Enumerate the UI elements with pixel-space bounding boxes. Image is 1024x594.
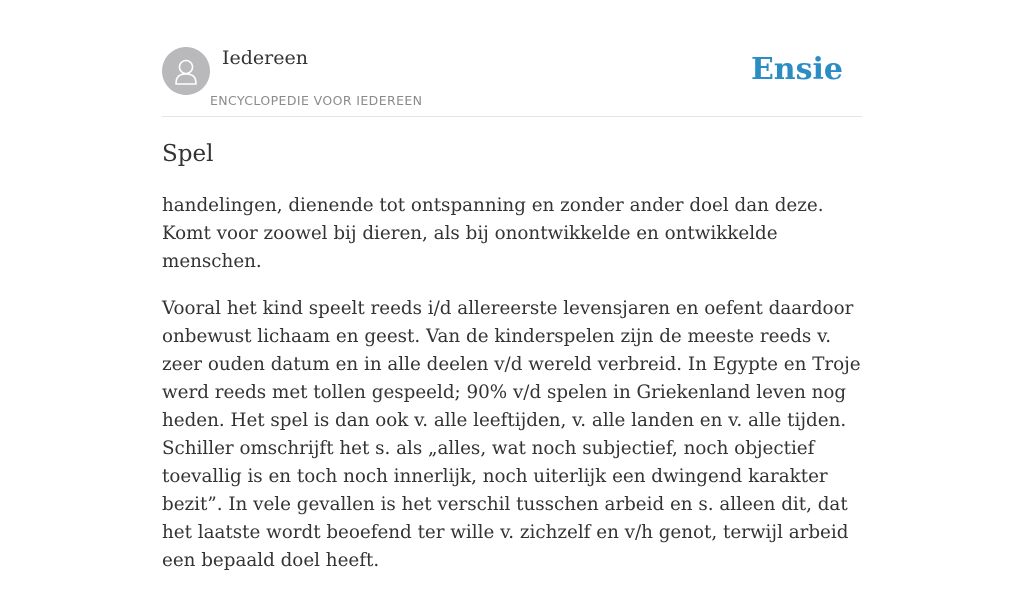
paragraph: handelingen, dienende tot ontspanning en zonder ander doel dan deze. Komt voor zoowel bij dieren, als bij onontwikkelde en ontwikkelde menschen.	[162, 195, 824, 272]
paragraph: Vooral het kind speelt reeds i/d allereerste levensjaren en oefent daardoor onbewust lichaam en geest. Van de kinderspelen zijn de meeste reeds v. zeer ouden datum en in alle deelen v/d wereld verbreid. In Egypte en Troje werd reeds met tollen gespeeld; 90% v/d spelen in Griekenland leven nog heden. Het spel is dan ook v. alle leeftijden, v. alle landen en v. alle tijden. Schiller omschrijft het s. als „alles, wat noch subjectief, noch objectief toevallig is en toch noch innerlijk, noch uiterlijk een dwingend karakter bezit”. In vele gevallen is het verschil tusschen arbeid en s. alleen dit, dat het laatste wordt beoefend ter wille v. zichzelf en v/h genot, terwijl arbeid een bepaald doel heeft.	[162, 298, 861, 571]
avatar[interactable]	[162, 47, 210, 95]
brand-logo[interactable]: Ensie	[750, 52, 843, 87]
article-body	[162, 192, 867, 594]
tagline: ENCYCLOPEDIE VOOR IEDEREEN	[210, 93, 423, 108]
page-title: Spel	[162, 141, 214, 167]
user-silhouette-icon	[162, 47, 210, 95]
author-name[interactable]: Iedereen	[222, 47, 308, 69]
header	[162, 46, 862, 117]
